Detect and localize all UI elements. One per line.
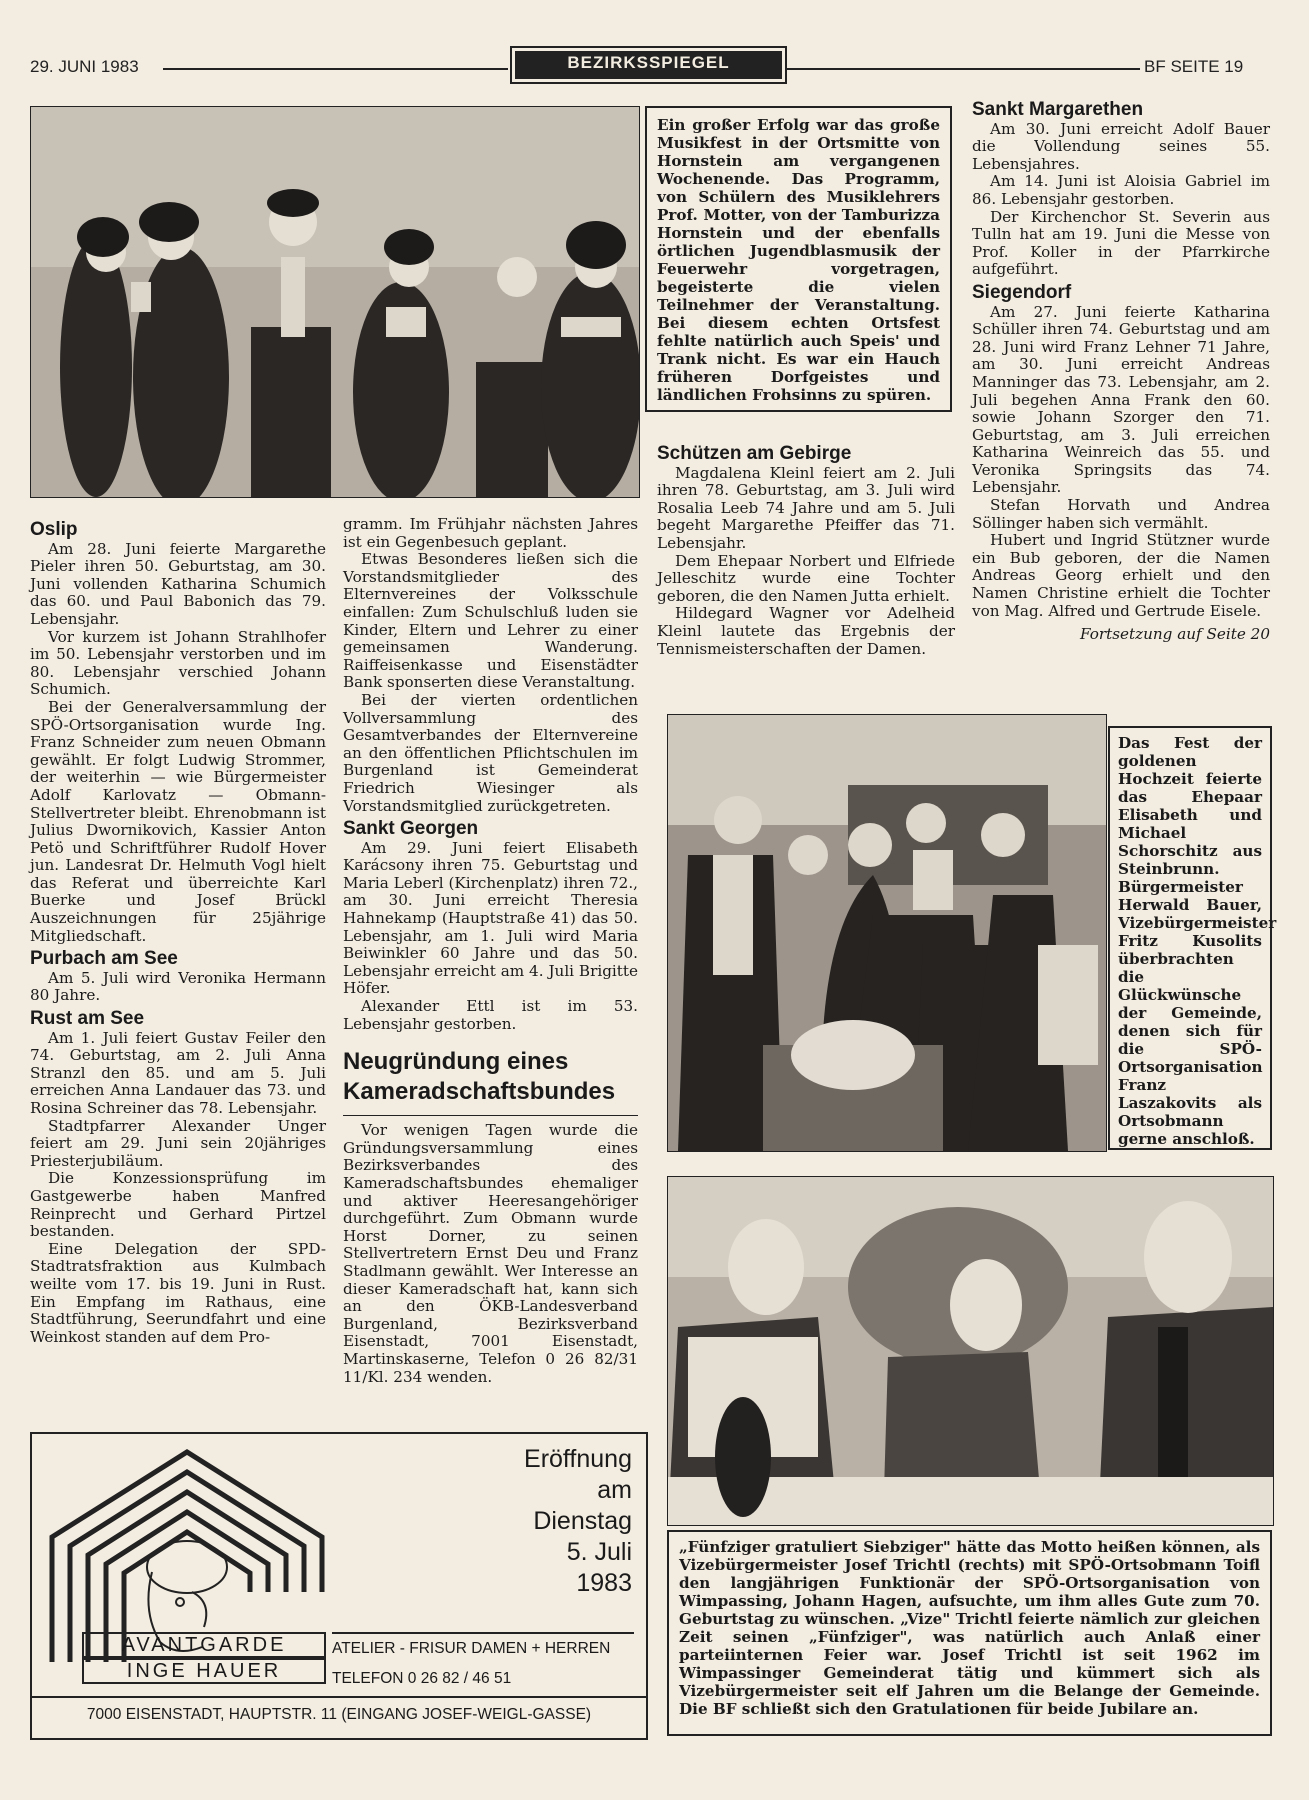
- paragraph: Hubert und Ingrid Stützner wurde ein Bub geboren, der die Namen Andreas Georg erhielt und den Namen Christine erhielt die Tochter von Mag. Alfred und Gertrude Eisele.: [972, 531, 1270, 620]
- heading-schuetzen: Schützen am Gebirge: [657, 443, 852, 464]
- column-2: [343, 516, 638, 1416]
- paragraph: Am 28. Juni feierte Margarethe Pieler ihren 50. Geburtstag, am 30. Juni vollenden Katharina Schumich das 60. und Paul Babonich das 79. Lebensjahr.: [30, 539, 326, 628]
- ad-brand-bottom: INGE HAUER: [82, 1658, 326, 1684]
- ad-opening-line: Dienstag: [533, 1507, 632, 1535]
- photo-birthday-celebration: [667, 1176, 1274, 1526]
- continued-note: Fortsetzung auf Seite 20: [1080, 625, 1270, 644]
- paragraph: Alexander Ettl ist im 53. Lebensjahr gestorben.: [343, 997, 638, 1033]
- ad-address: 7000 EISENSTADT, HAUPTSTR. 11 (EINGANG JOSEF-WEIGL-GASSE): [86, 1706, 592, 1723]
- heading-sankt-georgen: Sankt Georgen: [343, 818, 479, 840]
- ad-service: ATELIER - FRISUR DAMEN + HERREN: [332, 1640, 611, 1657]
- paragraph: Am 1. Juli feiert Gustav Feiler den 74. Geburtstag, am 2. Juli Anna Stranzl den 85. und am 5. Juli erreichen Anna Landauer das 73. und Rosina Schreiner das 78. Lebensjahr.: [30, 1028, 326, 1117]
- ad-opening-line: 5. Juli: [566, 1538, 632, 1566]
- paragraph: Am 27. Juni feierte Katharina Schüller ihren 74. Geburtstag und am 28. Juni wird Franz Lehner 71 Jahre, am 30. Juni erreicht Andreas Manninger das 73. Lebensjahr, am 2. Juli begehen Anna Frank den 60. sowie Johann Szorger den 71. Geburtstag, am 3. Juli erreichen Katharina Weinreich das 55. und Veronika Springsits das 74. Lebensjahr.: [972, 302, 1270, 497]
- ad-opening: [352, 1444, 632, 1599]
- headline-neugruendung: [343, 1047, 638, 1107]
- ad-bottom-rule: [32, 1696, 646, 1698]
- paragraph: Am 30. Juni erreicht Adolf Bauer die Vollendung seines 55. Lebensjahres.: [972, 119, 1270, 173]
- heading-siegendorf: Siegendorf: [972, 281, 1072, 303]
- photo-hornstein-musicians: [30, 106, 640, 498]
- paragraph: Vor wenigen Tagen wurde die Gründungsversammlung eines Bezirksverbandes des Kameradschaftsbundes ehemaliger und aktiver Heeresangehöriger durchgeführt. Zum Obmann wurde Horst Dorner, zu seinen Stellvertretern Ernst Deu und Franz Stadlmann gewählt. Wer Interesse an dieser Kameradschaft hat, kann sich an den ÖKB-Landesverband Burgenland, Bezirksverband Eisenstadt, 7001 Eisenstadt, Martinskaserne, Telefon 0 26 82/31 11/Kl. 234 wenden.: [343, 1121, 638, 1386]
- page-number: BF SEITE 19: [1144, 57, 1244, 76]
- heading-purbach: Purbach am See: [30, 948, 178, 970]
- photo-golden-wedding: [667, 714, 1107, 1152]
- paragraph: Hildegard Wagner vor Adelheid Kleinl lautete das Ergebnis der Tennismeisterschaften der Damen.: [657, 604, 955, 658]
- paragraph: Magdalena Kleinl feiert am 2. Juli ihren 78. Geburtstag, am 3. Juli wird Rosalia Leeb 74 Jahre und am 5. Juli begeht Margarethe Pfeiffer das 71. Lebensjahr.: [657, 463, 955, 552]
- paragraph: Am 29. Juni feiert Elisabeth Karácsony ihren 75. Geburtstag und Maria Leberl (Kirchenplatz) ihren 72., am 30. Juni erreicht Theresia Hahnekamp (Hauptstraße 41) das 50. Lebensjahr, am 1. Juli wird Maria Beiwinkler 60 Jahre und das 50. Lebensjahr erreicht am 4. Juli Brigitte Höfer.: [343, 838, 638, 998]
- ad-avantgarde: [30, 1432, 648, 1740]
- ad-opening-line: 1983: [576, 1569, 632, 1597]
- paragraph: Am 5. Juli wird Veronika Hermann 80 Jahre.: [30, 968, 326, 1005]
- section-title: BEZIRKSSPIEGEL: [515, 51, 782, 79]
- paragraph: Der Kirchenchor St. Severin aus Tulln hat am 19. Juni die Messe von Prof. Koller in der Pfarrkirche aufgeführt.: [972, 207, 1270, 279]
- paragraph: Bei der Generalversammlung der SPÖ-Ortsorganisation wurde Ing. Franz Schneider zum neuen Obmann gewählt. Er folgt Ludwig Strommer, der weiterhin — wie Bürgermeister Adolf Karlovatz — Obmann-Stellvertreter bleibt. Ehrenobmann ist Julius Dwornikovich, Kassier Anton Petö und Schriftführer Rudolf Hover jun. Landesrat Dr. Helmuth Vogl hielt das Referat und überreichte Karl Buerke und Josef Brückl Auszeichnungen für 25jährige Mitgliedschaft.: [30, 697, 326, 945]
- paragraph: Dem Ehepaar Norbert und Elfriede Jelleschitz wurde eine Tochter geboren, die den Namen Jutta erhielt.: [657, 551, 955, 605]
- paragraph: Etwas Besonderes ließen sich die Vorstandsmitglieder des Elternvereines der Volksschule einfallen: Zum Schulschluß luden sie Kinder, Eltern und Lehrer zu einer gemeinsamen Wanderung. Raiffeisenkasse und Eisenstädter Bank sponserten diese Veranstaltung.: [343, 550, 638, 692]
- ad-phone: TELEFON 0 26 82 / 46 51: [332, 1670, 512, 1687]
- ad-brand-top: AVANTGARDE: [82, 1632, 326, 1658]
- section-banner: [510, 46, 787, 84]
- paragraph: Eine Delegation der SPD-Stadtratsfraktion aus Kulmbach weilte vom 17. bis 19. Juni in Rust. Ein Empfang im Rathaus, eine Stadtführung, Seerundfahrt und eine Weinkost standen auf dem Pro-: [30, 1239, 326, 1346]
- issue-date: 29. JUNI 1983: [30, 57, 139, 76]
- paragraph: Vor kurzem ist Johann Strahlhofer im 50. Lebensjahr verstorben und im 80. Lebensjahr verschied Johann Schumich.: [30, 627, 326, 699]
- paragraph: Am 14. Juni ist Aloisia Gabriel im 86. Lebensjahr gestorben.: [972, 172, 1270, 208]
- header-rule-right: [785, 68, 1140, 70]
- caption-birthday: „Fünfziger gratuliert Siebziger" hätte das Motto heißen können, als Vizebürgermeister Josef Trichtl (rechts) mit SPÖ-Ortsobmann Toifl den langjährigen Funktionär der SPÖ-Ortsorganisation von Wimpassing, Johann Hagen, aufsuchte, um ihm alles Gute zum 70. Geburtstag zu wünschen. „Vize" Trichtl feierte nämlich zur gleichen Zeit seinen „Fünfziger", was natürlich auch Anlaß einer parteiinternen Feier war. Josef Trichtl ist seit 1962 im Wimpassinger Gemeinderat tätig und kümmert sich als Vizebürgermeister seit elf Jahren um die Belange der Gemeinde. Die BF schließt sich den Gratulationen für beide Jubilare an.: [667, 1530, 1272, 1736]
- heading-oslip: Oslip: [30, 519, 78, 540]
- ad-opening-line: Eröffnung: [524, 1445, 632, 1473]
- paragraph: Stefan Horvath und Andrea Söllinger haben sich vermählt.: [972, 496, 1270, 532]
- caption-hornstein: Ein großer Erfolg war das große Musikfest in der Ortsmitte von Hornstein am vergangenen Wochenende. Das Programm, von Schülern des Musiklehrers Prof. Motter, von der Tamburizza Hornstein und der ebenfalls örtlichen Jugendblasmusik der Feuerwehr vorgetragen, begeisterte die vielen Teilnehmer der Veranstaltung. Bei diesem echten Ortsfest fehlte natürlich auch Speis' und Trank nicht. Es war ein Hauch früheren Dorfgeistes und ländlichen Frohsinns zu spüren.: [645, 106, 952, 412]
- heading-rust: Rust am See: [30, 1008, 145, 1030]
- headline-line-2: Kameradschaftsbundes: [343, 1078, 616, 1106]
- column-3: [657, 440, 955, 690]
- ad-rule: [332, 1632, 634, 1634]
- column-4: [972, 96, 1270, 696]
- paragraph: Stadtpfarrer Alexander Unger feiert am 29. Juni sein 20jähriges Priesterjubiläum.: [30, 1116, 326, 1170]
- ad-opening-line: am: [597, 1476, 632, 1504]
- headline-rule: [343, 1115, 638, 1116]
- headline-line-1: Neugründung eines: [343, 1048, 569, 1076]
- caption-golden-wedding: Das Fest der goldenen Hochzeit feierte das Ehepaar Elisabeth und Michael Schorschitz aus Steinbrunn. Bürgermeister Herwald Bauer, Vizebürgermeister Fritz Kusolits überbrachten die Glückwünsche der Gemeinde, denen sich für die SPÖ-Ortsorganisation Franz Laszakovits als Ortsobmann gerne anschloß.: [1108, 726, 1272, 1150]
- heading-sankt-margarethen: Sankt Margarethen: [972, 99, 1144, 120]
- paragraph: Bei der vierten ordentlichen Vollversammlung des Gesamtverbandes der Elternvereine an den öffentlichen Pflichtschulen im Burgenland ist Gemeinderat Friedrich Wiesinger als Vorstandsmitglied zurückgetreten.: [343, 690, 638, 815]
- paragraph: Die Konzessionsprüfung im Gastgewerbe haben Manfred Reinprecht und Gerhard Pirtzel bestanden.: [30, 1169, 326, 1241]
- header-rule-left: [163, 68, 508, 70]
- paragraph: gramm. Im Frühjahr nächsten Jahres ist ein Gegenbesuch geplant.: [343, 515, 638, 551]
